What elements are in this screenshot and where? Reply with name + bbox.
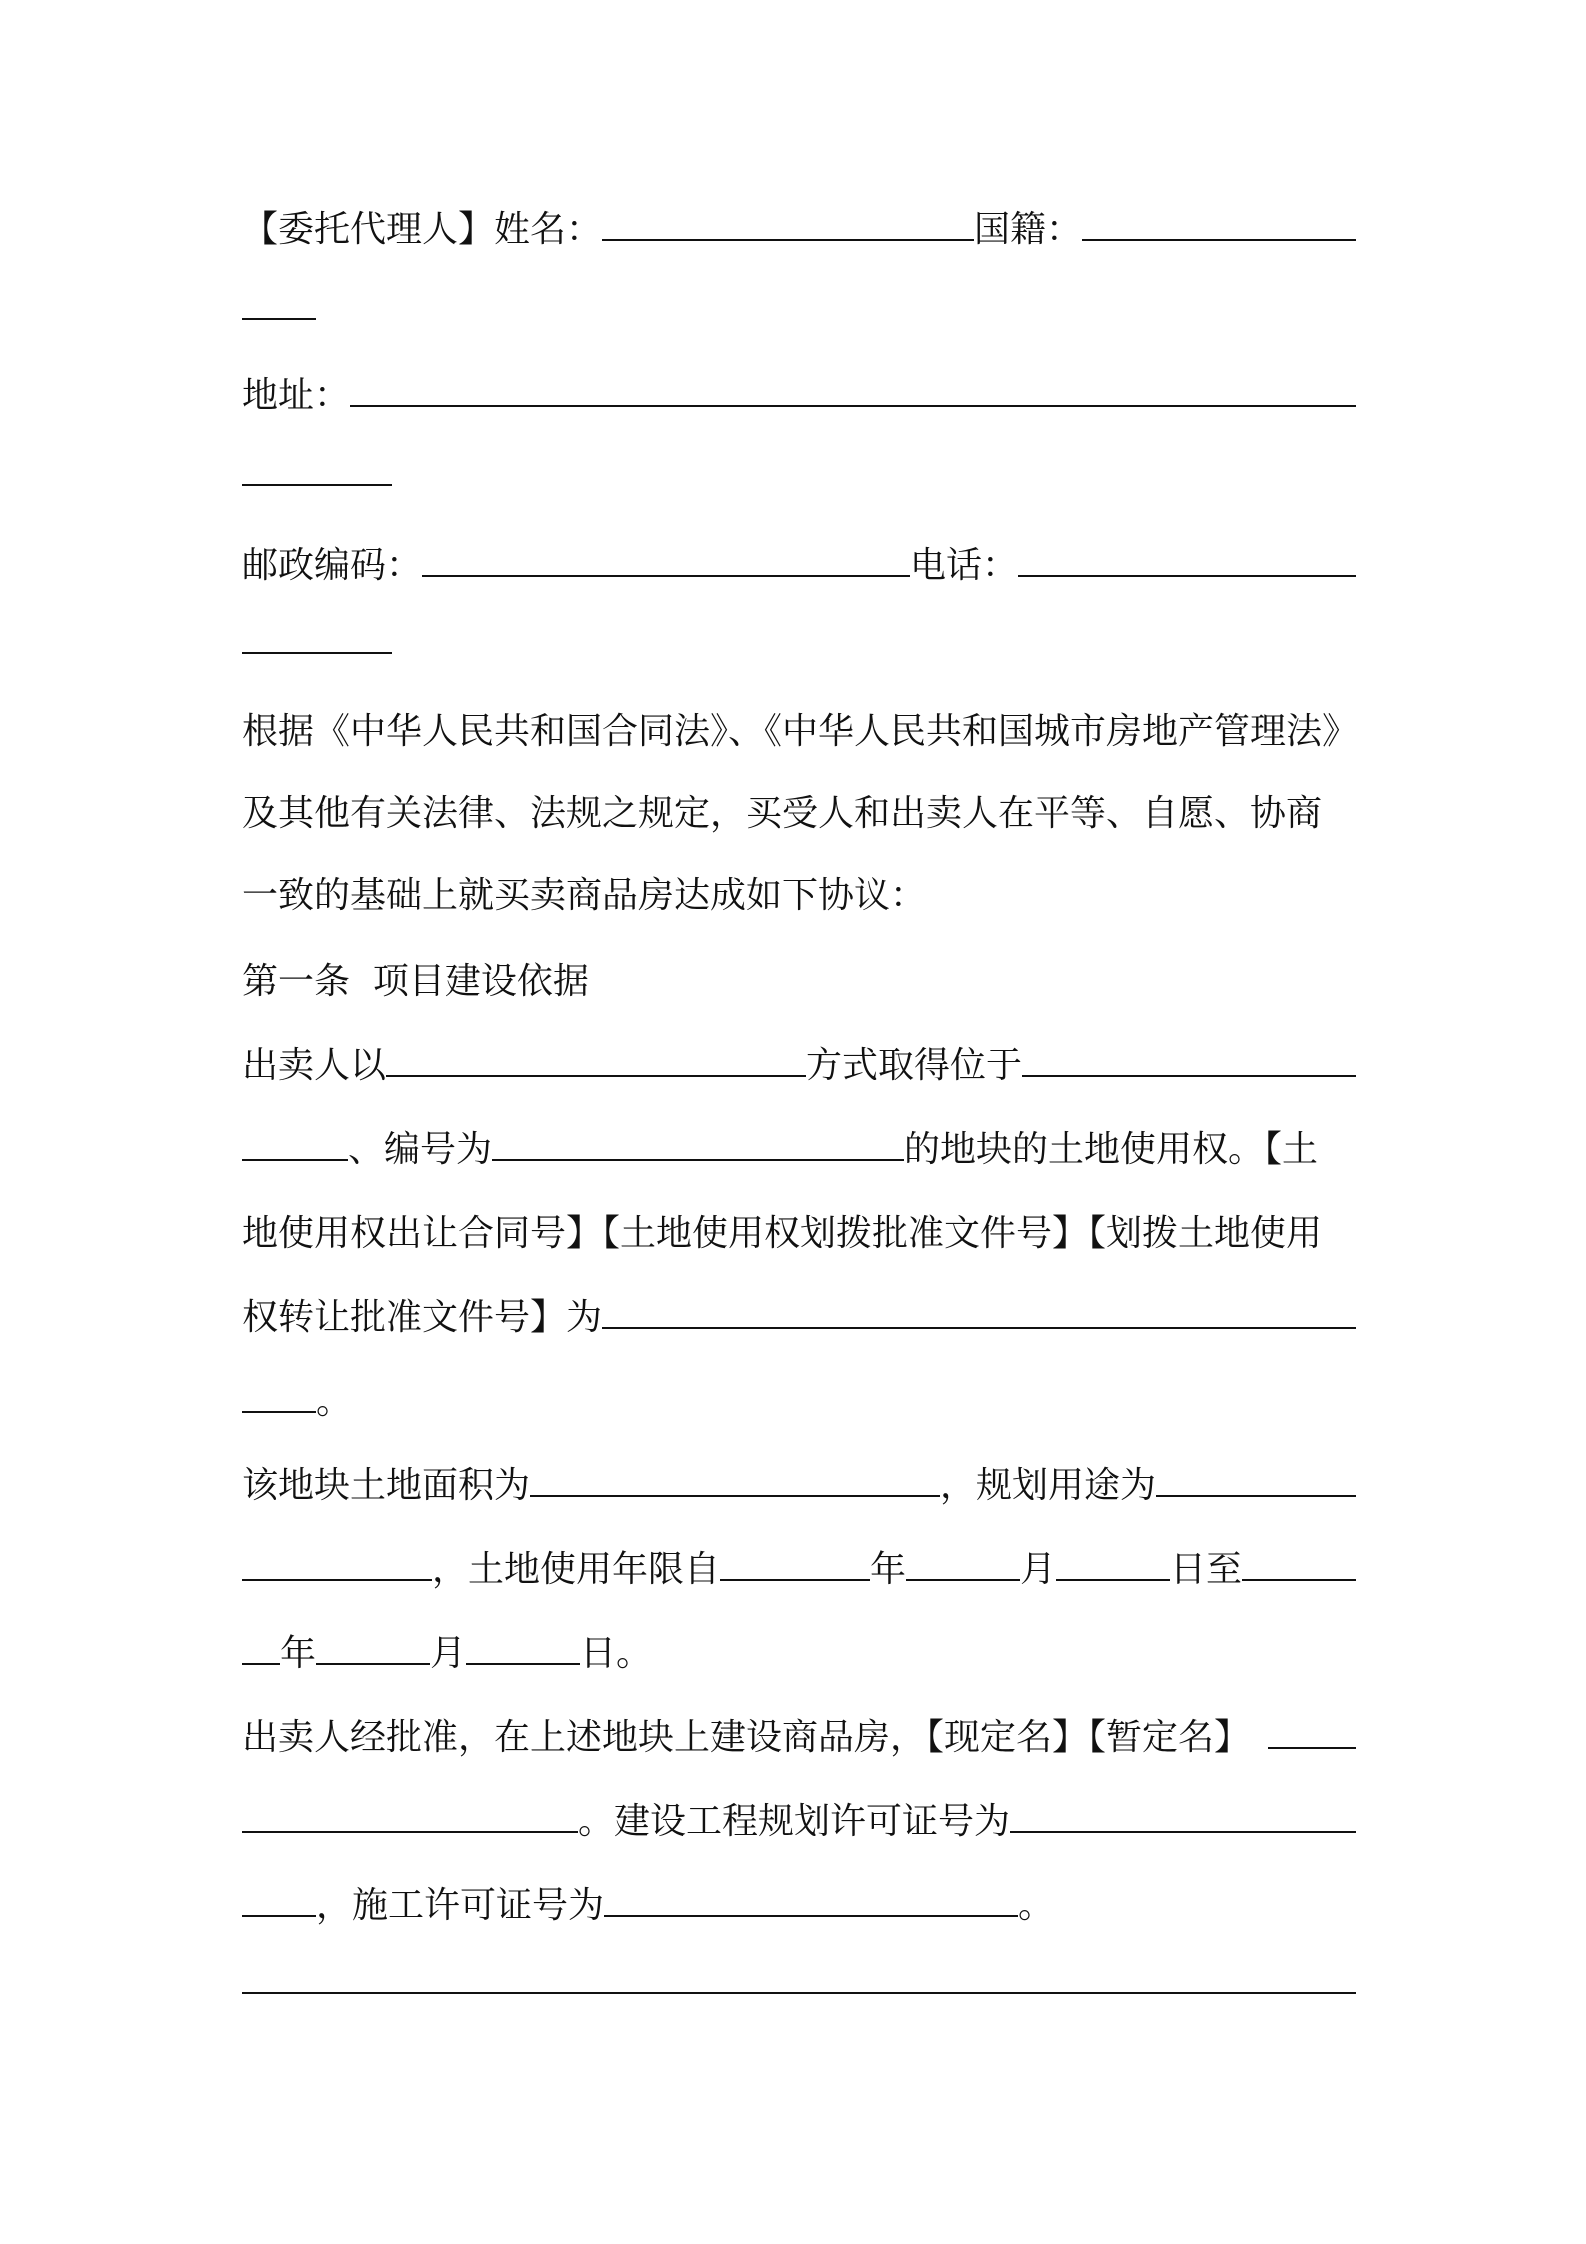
day-to-label: 日至 <box>1170 1549 1243 1590</box>
planned-use-blank[interactable] <box>1156 1465 1356 1497</box>
planning-permit-blank-cont[interactable] <box>242 1885 316 1917</box>
agent-name-label: 【委托代理人】姓名： <box>242 209 603 250</box>
article-1-p2-line-2 <box>242 1542 1356 1598</box>
p2-text-c: ，土地使用年限自 <box>432 1549 721 1590</box>
agent-phone-cont-line <box>242 622 1356 678</box>
month-label: 月 <box>1020 1549 1057 1590</box>
contract-number-blank-cont[interactable] <box>242 1381 316 1413</box>
article-1-p1-line-1 <box>242 1038 1356 1094</box>
end-month-label: 月 <box>430 1633 467 1674</box>
article-1-p2-line-3 <box>242 1626 1356 1682</box>
p1-text-f: 权转让批准文件号】为 <box>242 1297 603 1338</box>
p1-text-b: 方式取得位于 <box>806 1045 1023 1086</box>
p2-text-a: 该地块土地面积为 <box>242 1465 531 1506</box>
planning-permit-blank[interactable] <box>1010 1801 1356 1833</box>
preamble-text-2: 及其他有关法律、法规之规定，买受人和出卖人在平等、自愿、协商 <box>242 793 1323 834</box>
agent-address-line <box>242 368 1356 424</box>
article-1-p1-line-4 <box>242 1290 1356 1346</box>
planned-use-blank-cont[interactable] <box>242 1549 432 1581</box>
preamble-text-3: 一致的基础上就买卖商品房达成如下协议： <box>242 875 927 916</box>
acquisition-method-blank[interactable] <box>386 1045 806 1077</box>
p3-text-a: 出卖人经批准，在上述地块上建设商品房，【现定名】【暂定名】 <box>242 1717 1251 1758</box>
preamble-line-1 <box>242 704 1359 760</box>
preamble-line-2 <box>242 786 1356 842</box>
p1-text-c: 、编号为 <box>348 1129 493 1170</box>
construction-permit-blank[interactable] <box>604 1885 1018 1917</box>
article-1-p3-line-1 <box>242 1710 1356 1766</box>
agent-address-blank-cont[interactable] <box>242 454 392 486</box>
article-1-p3-line-3 <box>242 1878 1356 1934</box>
article-1-p2-line-1 <box>242 1458 1356 1514</box>
p3-text-b: 。建设工程规划许可证号为 <box>578 1801 1011 1842</box>
year-label: 年 <box>870 1549 907 1590</box>
project-name-blank-cont[interactable] <box>242 1801 578 1833</box>
article-1-p3-line-2 <box>242 1794 1356 1850</box>
location-blank[interactable] <box>1022 1045 1356 1077</box>
end-year-blank-cont[interactable] <box>242 1633 280 1665</box>
p3-end: 。 <box>1018 1885 1055 1926</box>
start-day-blank[interactable] <box>1056 1549 1170 1581</box>
agent-phone-label: 电话： <box>910 545 1019 586</box>
agent-nationality-label: 国籍： <box>974 209 1083 250</box>
article-1-heading <box>242 954 1356 1010</box>
agent-nationality-blank-cont[interactable] <box>242 288 316 320</box>
agent-phone-blank[interactable] <box>1018 545 1356 577</box>
agent-postcode-line <box>242 538 1356 594</box>
end-year-blank[interactable] <box>1242 1549 1356 1581</box>
land-area-blank[interactable] <box>530 1465 940 1497</box>
start-year-blank[interactable] <box>720 1549 870 1581</box>
agent-name-blank[interactable] <box>602 209 974 241</box>
p2-text-b: ，规划用途为 <box>940 1465 1157 1506</box>
start-month-blank[interactable] <box>906 1549 1020 1581</box>
agent-postcode-label: 邮政编码： <box>242 545 423 586</box>
agent-nationality-cont-line <box>242 288 1356 344</box>
agent-postcode-blank[interactable] <box>422 545 910 577</box>
end-day-label: 日。 <box>580 1633 653 1674</box>
article-1-p1-line-3 <box>242 1206 1356 1262</box>
contract-number-blank[interactable] <box>602 1297 1356 1329</box>
article-1-p3-line-4 <box>242 1962 1356 2018</box>
agent-nationality-blank[interactable] <box>1082 209 1356 241</box>
end-day-blank[interactable] <box>466 1633 580 1665</box>
agent-address-cont-line <box>242 454 1356 510</box>
p1-text-a: 出卖人以 <box>242 1045 387 1086</box>
article-1-p1-line-5 <box>242 1374 1356 1430</box>
project-name-blank[interactable] <box>1268 1717 1356 1749</box>
agent-address-blank[interactable] <box>350 375 1356 407</box>
preamble-text-1: 根据《中华人民共和国合同法》、《中华人民共和国城市房地产管理法》 <box>242 711 1359 752</box>
article-1-heading-text: 第一条 项目建设依据 <box>242 961 589 1002</box>
p1-text-e: 地使用权出让合同号】【土地使用权划拨批准文件号】【划拨土地使用 <box>242 1213 1323 1254</box>
trailing-blank[interactable] <box>242 1962 1356 1994</box>
end-year-label: 年 <box>280 1633 317 1674</box>
plot-number-blank[interactable] <box>492 1129 904 1161</box>
p1-end: 。 <box>316 1381 353 1422</box>
end-month-blank[interactable] <box>316 1633 430 1665</box>
p1-text-d: 的地块的土地使用权。【土 <box>904 1129 1319 1170</box>
location-blank-cont[interactable] <box>242 1129 348 1161</box>
agent-name-line <box>242 202 1356 258</box>
preamble-line-3 <box>242 868 1356 924</box>
agent-phone-blank-cont[interactable] <box>242 622 392 654</box>
article-1-p1-line-2 <box>242 1122 1356 1178</box>
p3-text-c: ，施工许可证号为 <box>316 1885 605 1926</box>
agent-address-label: 地址： <box>242 375 351 416</box>
